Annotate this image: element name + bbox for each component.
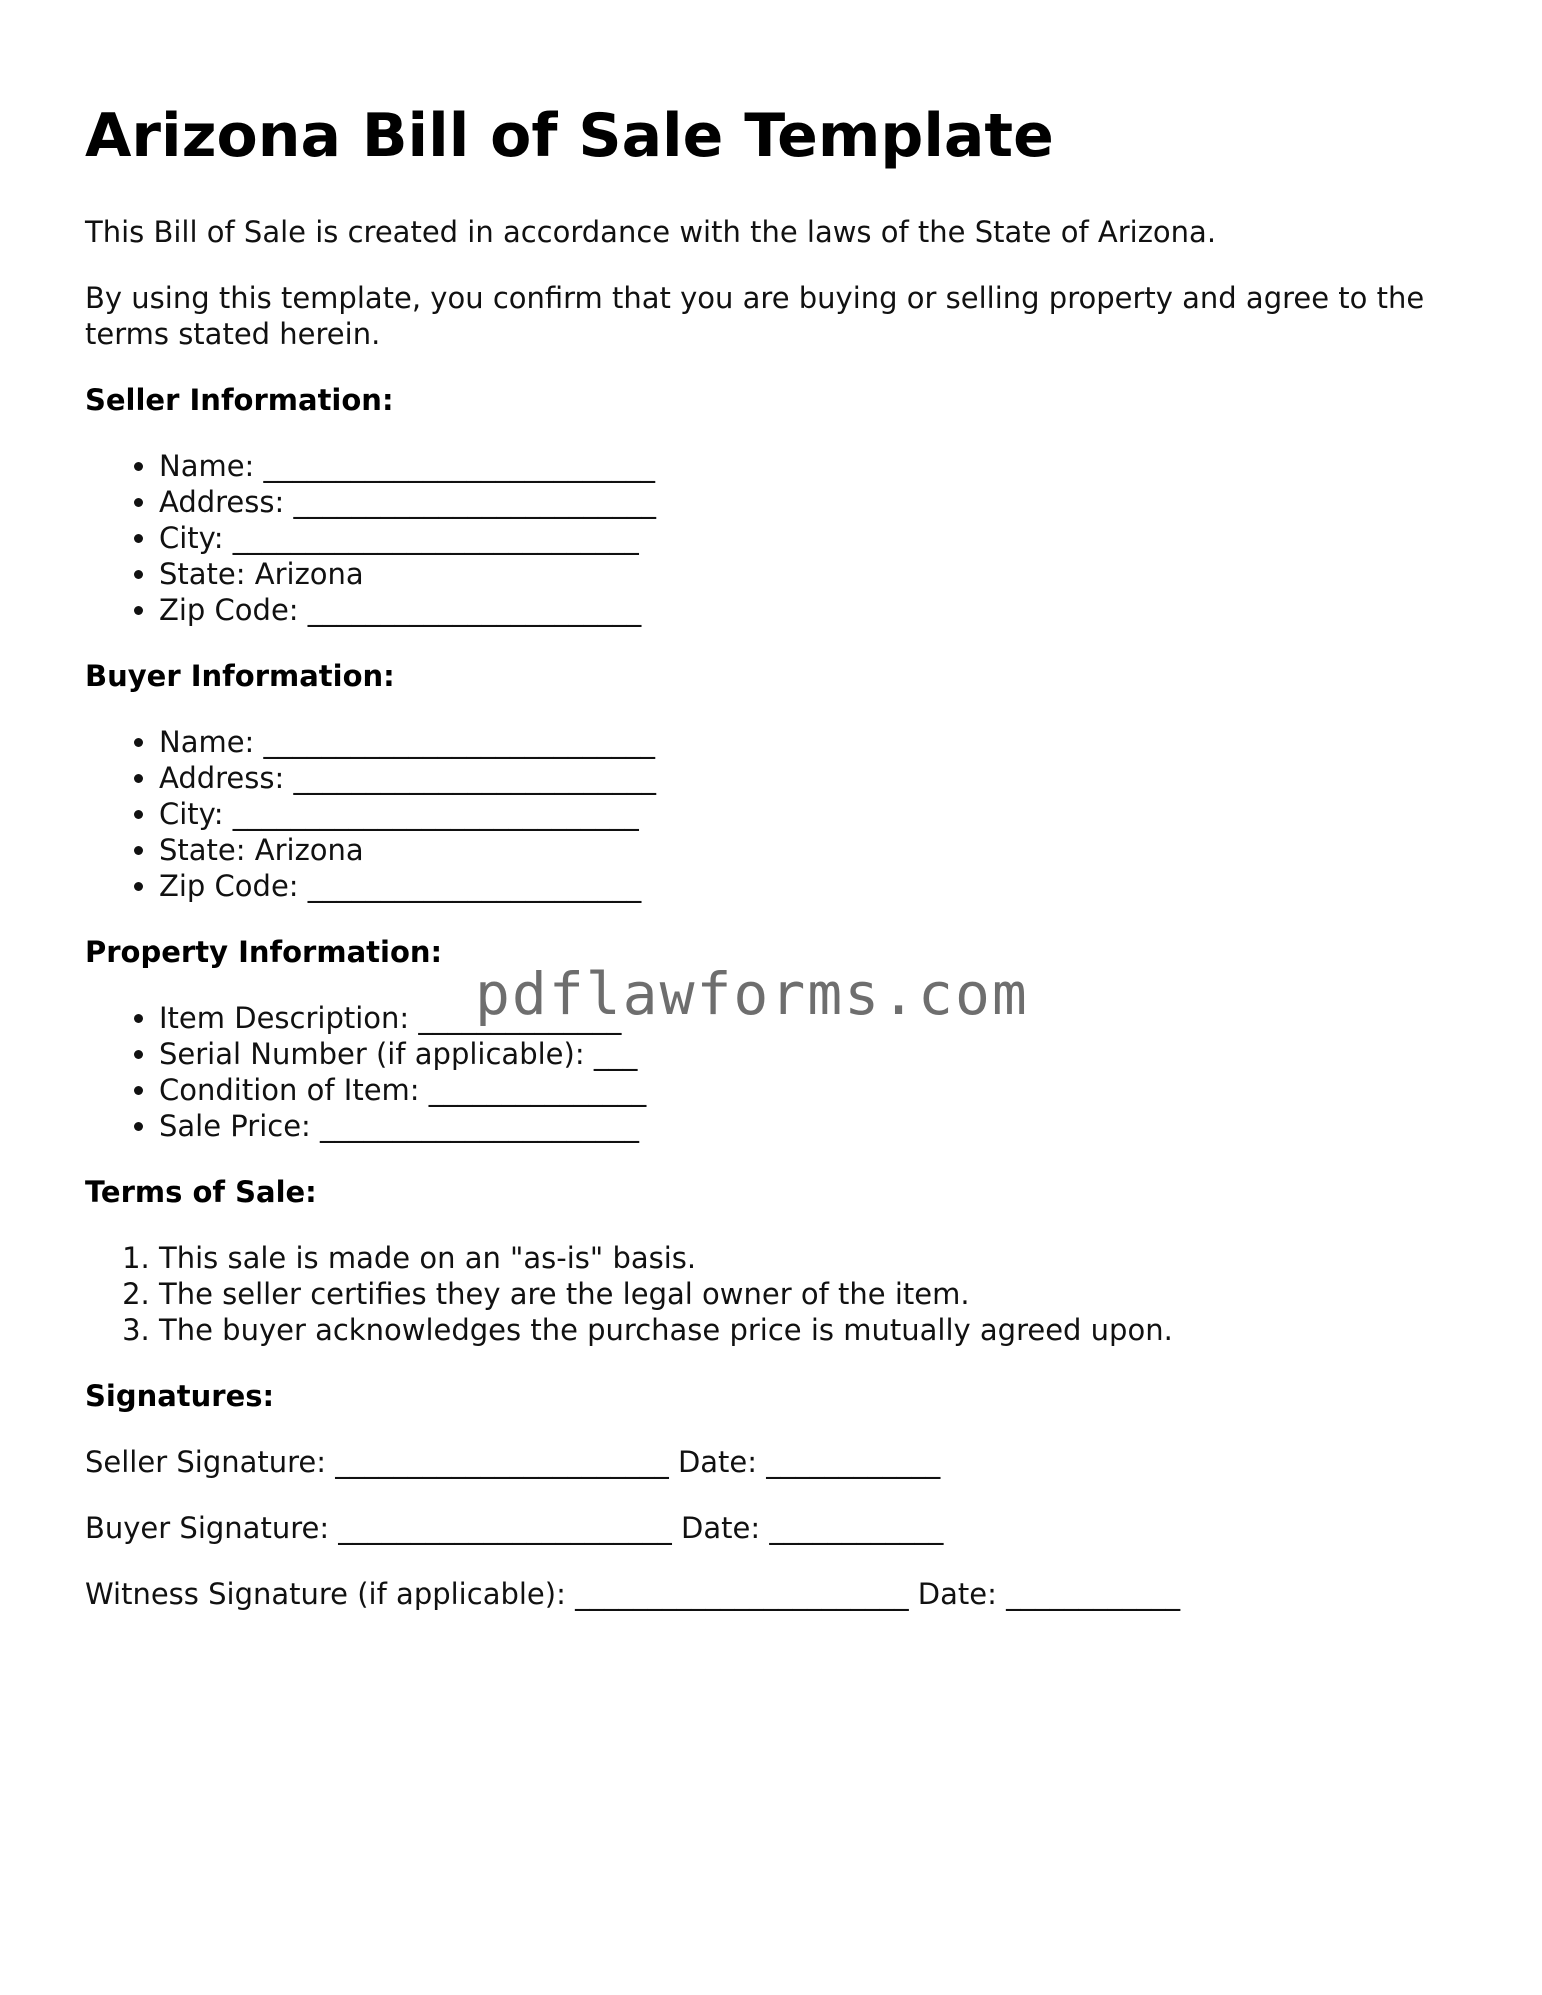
property-heading: Property Information: [85,935,443,969]
buyer-signature-line: Buyer Signature: _______________________ Date: ____________ [85,1511,944,1545]
buyer-name-field: • Name: ___________________________ [159,724,1465,760]
seller-city-field: • City: ____________________________ [159,520,1465,556]
term-item: 2. The seller certifies they are the legal owner of the item. [159,1276,1465,1312]
seller-address-field: • Address: _________________________ [159,484,1465,520]
watermark: pdflawforms.com [475,960,1029,1028]
seller-fields-list [85,448,1465,628]
buyer-heading: Buyer Information: [85,659,395,693]
terms-list [85,1240,1465,1348]
page-title: Arizona Bill of Sale Template [85,101,1054,171]
document-page [85,100,1465,1642]
term-item: 1. This sale is made on an "as-is" basis. [159,1240,1465,1276]
serial-number-field: • Serial Number (if applicable): ___ [159,1036,1465,1072]
seller-state-field: • State: Arizona [159,556,1465,592]
buyer-address-field: • Address: _________________________ [159,760,1465,796]
condition-field: • Condition of Item: _______________ [159,1072,1465,1108]
buyer-fields-list [85,724,1465,904]
term-item: 3. The buyer acknowledges the purchase price is mutually agreed upon. [159,1312,1465,1348]
seller-signature-line: Seller Signature: _______________________ Date: ____________ [85,1445,941,1479]
terms-heading: Terms of Sale: [85,1175,317,1209]
signatures-heading: Signatures: [85,1379,275,1413]
seller-zip-field: • Zip Code: _______________________ [159,592,1465,628]
seller-heading: Seller Information: [85,383,394,417]
sale-price-field: • Sale Price: ______________________ [159,1108,1465,1144]
item-description-field: • Item Description: ______________ [159,1000,1465,1036]
witness-signature-line: Witness Signature (if applicable): _______________________ Date: ____________ [85,1577,1181,1611]
buyer-zip-field: • Zip Code: _______________________ [159,868,1465,904]
intro-paragraph-1: This Bill of Sale is created in accordance with the laws of the State of Arizona. [85,215,1217,249]
buyer-city-field: • City: ____________________________ [159,796,1465,832]
seller-name-field: • Name: ___________________________ [159,448,1465,484]
intro-paragraph-2: By using this template, you confirm that you are buying or selling property and agree to the terms stated herein. [85,281,1425,351]
buyer-state-field: • State: Arizona [159,832,1465,868]
